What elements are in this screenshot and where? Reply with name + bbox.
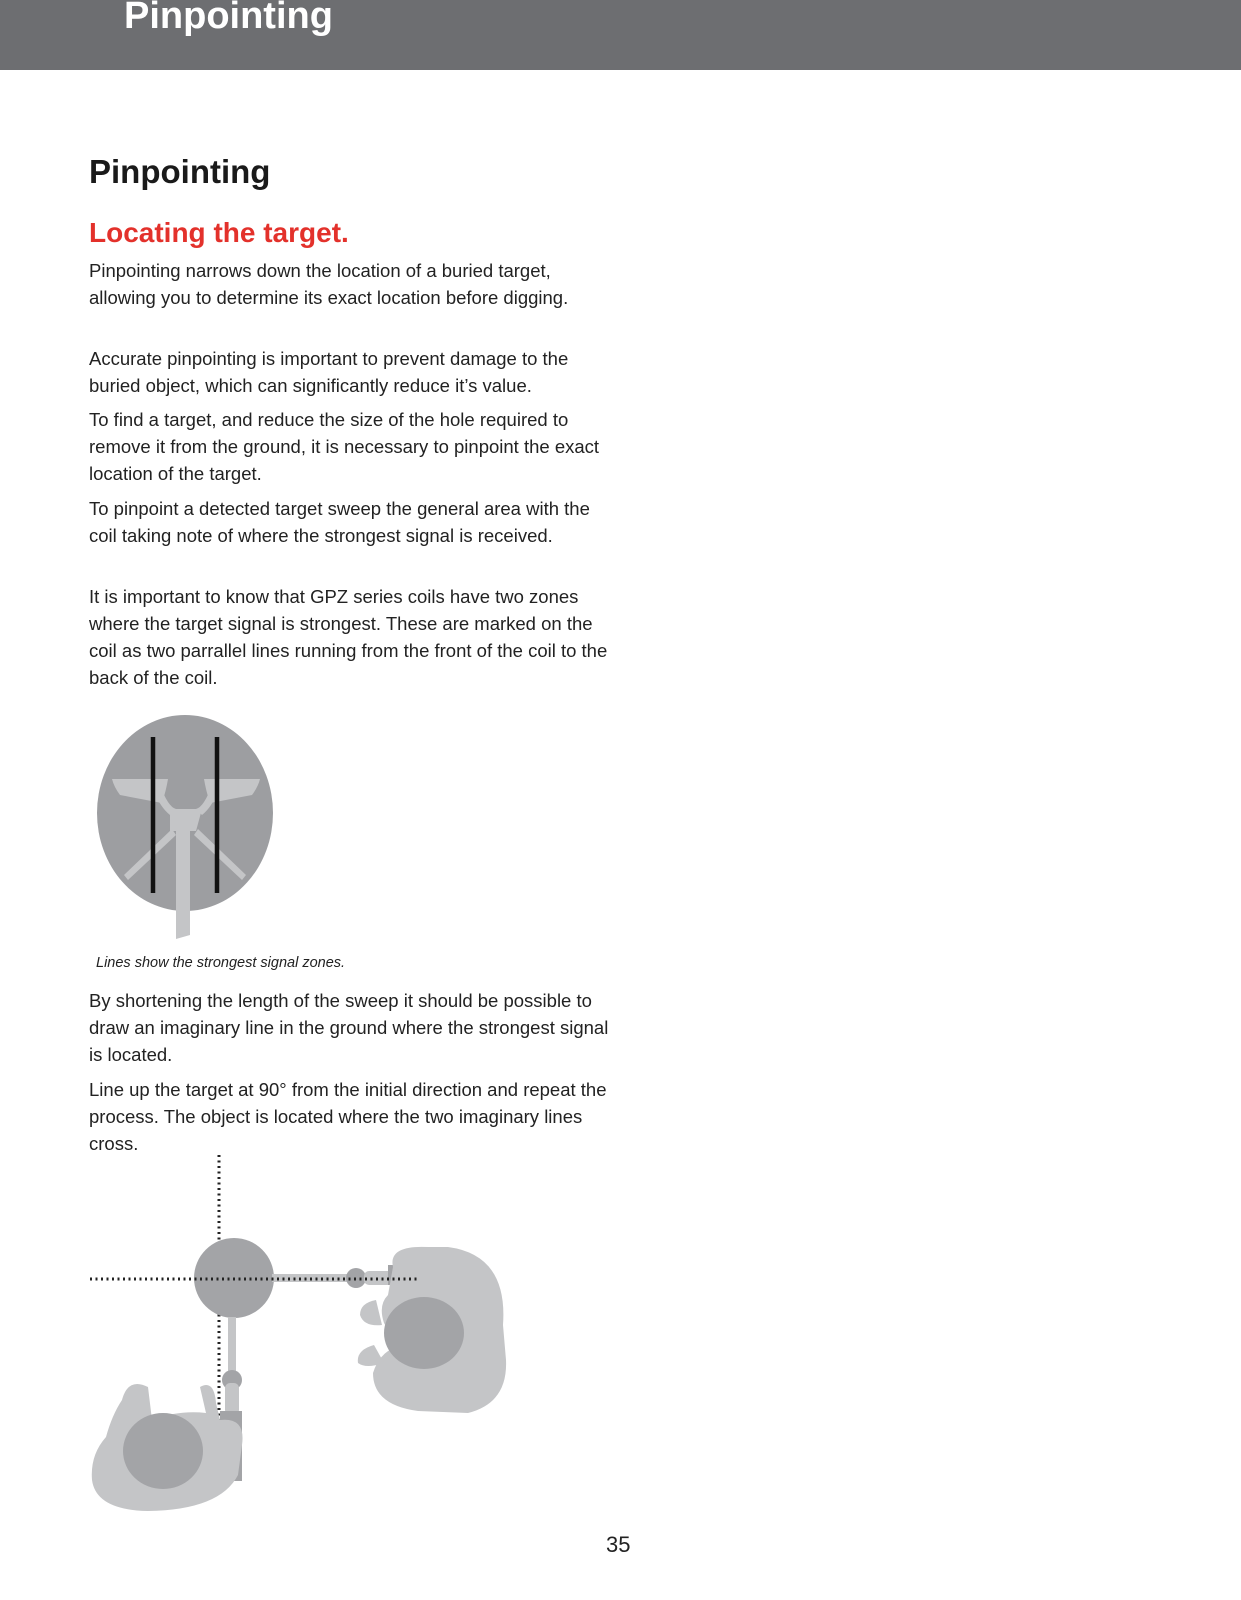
page-title: Pinpointing [89, 153, 271, 190]
shaft-vertical [228, 1317, 236, 1377]
handle-vertical [225, 1383, 239, 1415]
page-number: 35 [606, 1532, 631, 1557]
header-title: Pinpointing [124, 0, 333, 37]
cross-pinpoint-illustration [88, 1155, 528, 1535]
paragraph-2: Accurate pinpointing is important to prevent damage to the buried object, which can significantly reduce it’s value. [89, 348, 569, 396]
paragraph-1: Pinpointing narrows down the location of a buried target, allowing you to determine its exact location before digging. [89, 260, 569, 308]
paragraph-5: It is important to know that GPZ series coils have two zones where the target signal is strongest. These are marked on the coil as two parrallel lines running from the front of the coil to the back of the coil. [89, 586, 608, 688]
coil-illustration [90, 715, 290, 955]
paragraph-7: Line up the target at 90° from the initial direction and repeat the process. The object is located where the two imaginary lines cross. [89, 1079, 607, 1154]
paragraph-6: By shortening the length of the sweep it should be possible to draw an imaginary line in the ground where the strongest signal is located. [89, 990, 609, 1065]
paragraph-4: To pinpoint a detected target sweep the general area with the coil taking note of where the strongest signal is received. [89, 498, 590, 546]
person-right-hand-lower [358, 1345, 384, 1366]
paragraph-3: To find a target, and reduce the size of the hole required to remove it from the ground, it is necessary to pinpoint the exact location of the target. [89, 409, 600, 484]
person-right-head [384, 1297, 464, 1369]
person-left-head [123, 1413, 203, 1489]
section-subtitle: Locating the target. [89, 217, 349, 248]
person-right-hand [360, 1300, 382, 1325]
header-bar [0, 0, 1241, 70]
figure-caption: Lines show the strongest signal zones. [96, 955, 346, 971]
